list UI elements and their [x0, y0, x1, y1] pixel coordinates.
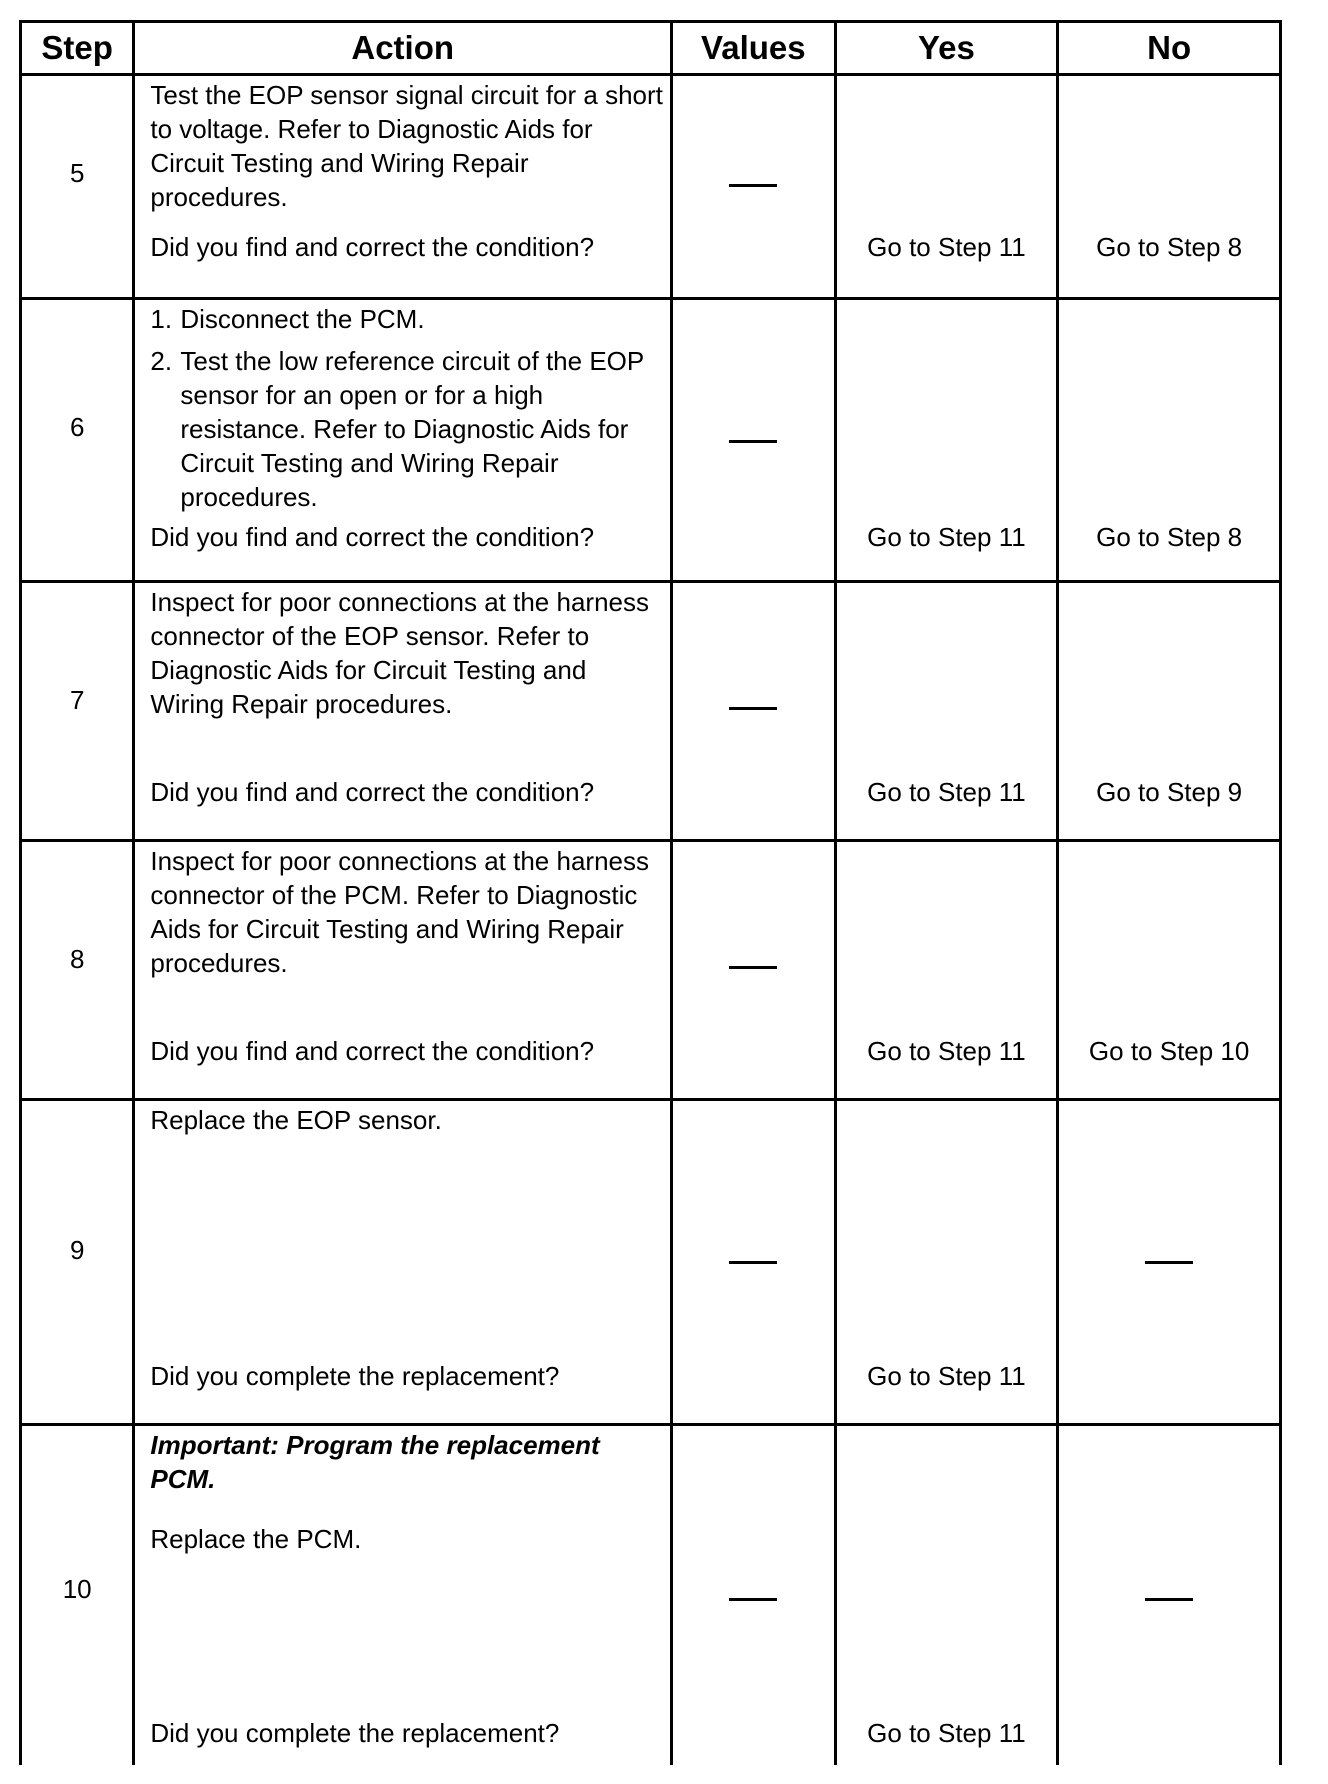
no-answer: Go to Step 8: [1096, 522, 1243, 552]
no-answer: Go to Step 8: [1096, 232, 1243, 262]
action-question: Did you find and correct the condition?: [150, 1036, 595, 1066]
header-yes: Yes: [835, 22, 1058, 75]
yes-answer: Go to Step 11: [867, 777, 1026, 807]
step-number: 10: [62, 1574, 92, 1604]
yes-cell: [835, 841, 1058, 1100]
step-cell: [21, 1100, 134, 1425]
values-dash: [729, 1598, 777, 1601]
yes-cell: [835, 75, 1058, 299]
values-cell: [672, 1100, 836, 1425]
action-question: Did you complete the replacement?: [150, 1718, 560, 1748]
step-number: 9: [69, 1235, 85, 1265]
values-dash: [729, 707, 777, 710]
table-row: [21, 582, 1281, 841]
table-row: [21, 299, 1281, 582]
action-text: Inspect for poor connections at the harness connector of the EOP sensor. Refer to Diagnostic Aids for Circuit Testing and Wiring Repair procedures.: [150, 587, 649, 719]
header-action: Action: [134, 22, 672, 75]
header-values: Values: [672, 22, 836, 75]
list-item: [150, 344, 664, 514]
step-number: 6: [69, 412, 85, 442]
step-cell: [21, 841, 134, 1100]
action-cell: [134, 75, 672, 299]
action-text: Replace the EOP sensor.: [150, 1105, 442, 1135]
step-number: 5: [69, 158, 85, 188]
values-cell: [672, 75, 836, 299]
important-note: Important: Program the replacement PCM.: [150, 1430, 600, 1494]
list-item: [150, 302, 664, 336]
list-item-number: 1.: [150, 304, 173, 334]
yes-answer: Go to Step 11: [867, 1718, 1026, 1748]
action-cell: [134, 841, 672, 1100]
no-cell: [1058, 841, 1281, 1100]
values-dash: [729, 440, 777, 443]
header-step: Step: [21, 22, 134, 75]
step-number: 7: [69, 685, 85, 715]
yes-answer: Go to Step 11: [867, 232, 1026, 262]
no-cell: [1058, 1425, 1281, 1765]
step-cell: [21, 1425, 134, 1765]
values-cell: [672, 841, 836, 1100]
yes-cell: [835, 582, 1058, 841]
no-cell: [1058, 299, 1281, 582]
yes-answer: Go to Step 11: [867, 1361, 1026, 1391]
header-no: No: [1058, 22, 1281, 75]
step-cell: [21, 299, 134, 582]
list-item-text: Disconnect the PCM.: [180, 304, 425, 334]
action-cell: [134, 1425, 672, 1765]
no-answer: Go to Step 9: [1096, 777, 1243, 807]
header-row: [21, 22, 1281, 75]
values-dash: [729, 184, 777, 187]
action-question: Did you find and correct the condition?: [150, 777, 595, 807]
step-cell: [21, 582, 134, 841]
table-row: [21, 75, 1281, 299]
no-answer: Go to Step 10: [1088, 1036, 1250, 1066]
step-number: 8: [69, 944, 85, 974]
values-cell: [672, 582, 836, 841]
list-item-text: Test the low reference circuit of the EOP sensor for an open or for a high resistance. Refer to Diagnostic Aids for Circuit Testing and Wiring Repair procedures.: [180, 346, 644, 512]
table-row: [21, 841, 1281, 1100]
action-text: Inspect for poor connections at the harness connector of the PCM. Refer to Diagnostic Aids for Circuit Testing and Wiring Repair procedures.: [150, 846, 649, 978]
table-row: [21, 1100, 1281, 1425]
action-question: Did you find and correct the condition?: [150, 522, 595, 552]
yes-cell: [835, 1425, 1058, 1765]
action-list: [150, 302, 664, 514]
yes-cell: [835, 299, 1058, 582]
action-text: Test the EOP sensor signal circuit for a short to voltage. Refer to Diagnostic Aids for Circuit Testing and Wiring Repair procedures.: [150, 80, 663, 212]
action-cell: [134, 299, 672, 582]
action-cell: [134, 1100, 672, 1425]
no-cell: [1058, 1100, 1281, 1425]
values-cell: [672, 1425, 836, 1765]
no-dash: [1145, 1598, 1193, 1601]
diagnostic-table: [19, 20, 1282, 1765]
no-cell: [1058, 582, 1281, 841]
values-dash: [729, 1261, 777, 1264]
no-cell: [1058, 75, 1281, 299]
table-row: [21, 1425, 1281, 1765]
step-cell: [21, 75, 134, 299]
values-dash: [729, 966, 777, 969]
action-question: Did you find and correct the condition?: [150, 232, 595, 262]
no-dash: [1145, 1261, 1193, 1264]
action-question: Did you complete the replacement?: [150, 1361, 560, 1391]
yes-answer: Go to Step 11: [867, 522, 1026, 552]
action-text: Replace the PCM.: [150, 1524, 362, 1554]
values-cell: [672, 299, 836, 582]
yes-answer: Go to Step 11: [867, 1036, 1026, 1066]
action-cell: [134, 582, 672, 841]
yes-cell: [835, 1100, 1058, 1425]
list-item-number: 2.: [150, 346, 173, 376]
